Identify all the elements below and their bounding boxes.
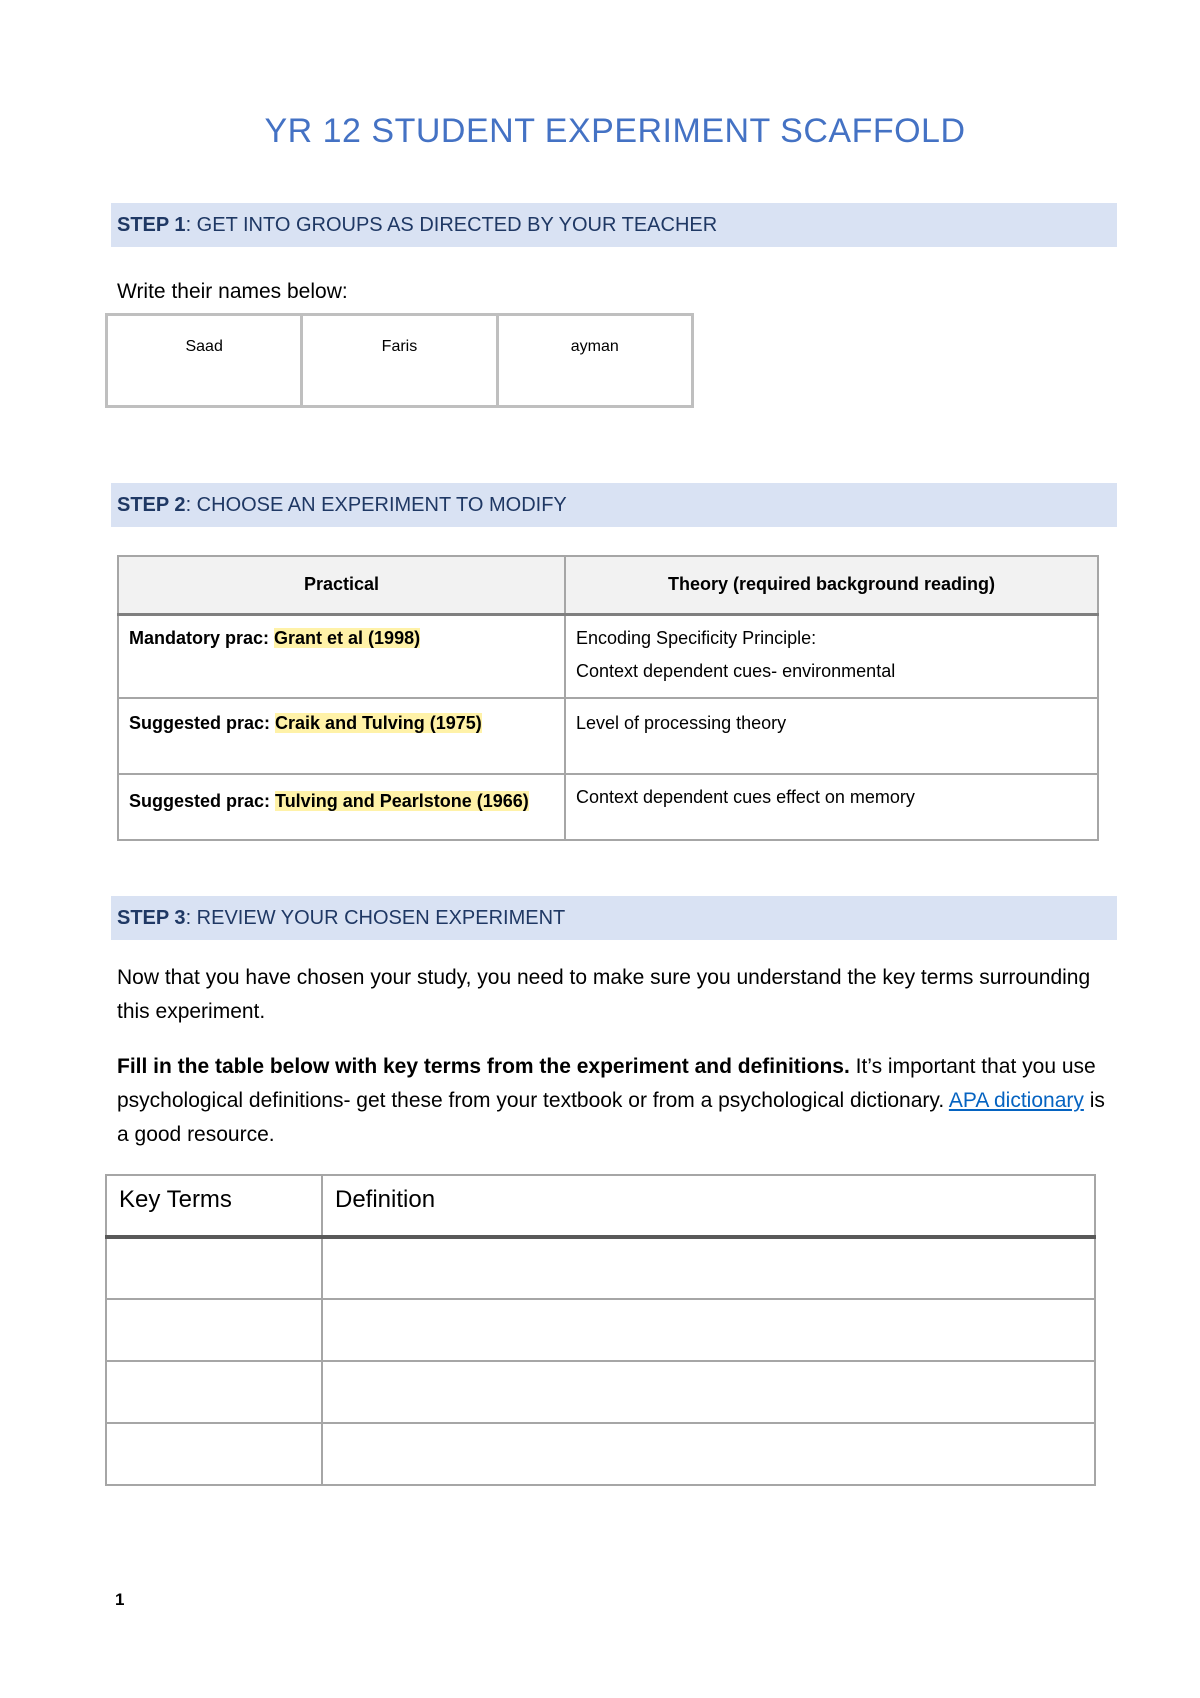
- step-3-heading: [111, 896, 1117, 940]
- intro-paragraph: Now that you have chosen your study, you need to make sure you understand the key terms surrounding this experiment.: [117, 966, 1091, 1023]
- instructions-tail: is a good resource.: [117, 1089, 1105, 1146]
- table-row: [118, 774, 1098, 840]
- page-number: 1: [115, 1590, 125, 1609]
- step-1-label: STEP 1: [117, 214, 186, 236]
- instructions-bold: Fill in the table below with key terms from the experiment and definitions.: [117, 1055, 850, 1078]
- step-2-text: : CHOOSE AN EXPERIMENT TO MODIFY: [185, 494, 567, 516]
- name-cell[interactable]: Saad: [107, 315, 302, 407]
- theory-header: Theory (required background reading): [565, 556, 1098, 614]
- prac-study: Grant et al (1998): [274, 627, 421, 648]
- table-row: [106, 1361, 1095, 1423]
- table-row: [118, 698, 1098, 774]
- prac-prefix: Suggested prac:: [129, 791, 276, 811]
- table-row: [106, 1237, 1095, 1299]
- page-title: YR 12 STUDENT EXPERIMENT SCAFFOLD: [264, 112, 966, 150]
- name-cell[interactable]: Faris: [302, 315, 497, 407]
- practical-cell: [118, 614, 565, 698]
- practical-header: Practical: [118, 556, 565, 614]
- definition-cell[interactable]: [322, 1423, 1095, 1485]
- step-2-heading: [111, 483, 1117, 527]
- key-term-cell[interactable]: [106, 1361, 322, 1423]
- definition-header: Definition: [322, 1175, 1095, 1237]
- key-term-cell[interactable]: [106, 1299, 322, 1361]
- instructions-text: It’s important that you use psychological definitions- get these from your textbook or from a psychological dictionary.: [117, 1055, 1096, 1112]
- key-terms-table: [105, 1174, 1096, 1486]
- key-term-cell[interactable]: [106, 1237, 322, 1299]
- definition-cell[interactable]: [322, 1361, 1095, 1423]
- prac-prefix: Suggested prac:: [129, 713, 276, 733]
- table-row: [106, 1423, 1095, 1485]
- theory-cell: [565, 774, 1098, 840]
- step-2-label: STEP 2: [117, 494, 186, 516]
- theory-line: Encoding Specificity Principle:: [576, 627, 817, 648]
- practical-cell: [118, 774, 565, 840]
- theory-cell: [565, 614, 1098, 698]
- step-1-text: : GET INTO GROUPS AS DIRECTED BY YOUR TEACHER: [185, 214, 718, 236]
- practical-cell: [118, 698, 565, 774]
- key-terms-header: Key Terms: [106, 1175, 322, 1237]
- names-table: [105, 313, 694, 408]
- table-row: [118, 614, 1098, 698]
- step-1-heading: [111, 203, 1117, 247]
- prac-study: Tulving and Pearlstone (1966): [275, 791, 529, 811]
- apa-dictionary-link[interactable]: APA dictionary: [948, 1089, 1084, 1112]
- definition-cell[interactable]: [322, 1237, 1095, 1299]
- prac-study: Craik and Tulving (1975): [275, 713, 482, 733]
- theory-line: Context dependent cues effect on memory: [576, 787, 915, 807]
- step-3-label: STEP 3: [117, 907, 186, 929]
- theory-cell: [565, 698, 1098, 774]
- definition-cell[interactable]: [322, 1299, 1095, 1361]
- names-label: Write their names below:: [117, 280, 348, 303]
- theory-line: Context dependent cues- environmental: [576, 660, 896, 681]
- step-3-text: : REVIEW YOUR CHOSEN EXPERIMENT: [185, 907, 566, 929]
- table-row: [106, 1299, 1095, 1361]
- instructions-paragraph: [117, 1050, 1107, 1152]
- prac-prefix: Mandatory prac:: [129, 627, 275, 648]
- name-cell[interactable]: ayman: [497, 315, 692, 407]
- key-term-cell[interactable]: [106, 1423, 322, 1485]
- theory-line: Level of processing theory: [576, 713, 787, 733]
- practical-table: [117, 555, 1099, 841]
